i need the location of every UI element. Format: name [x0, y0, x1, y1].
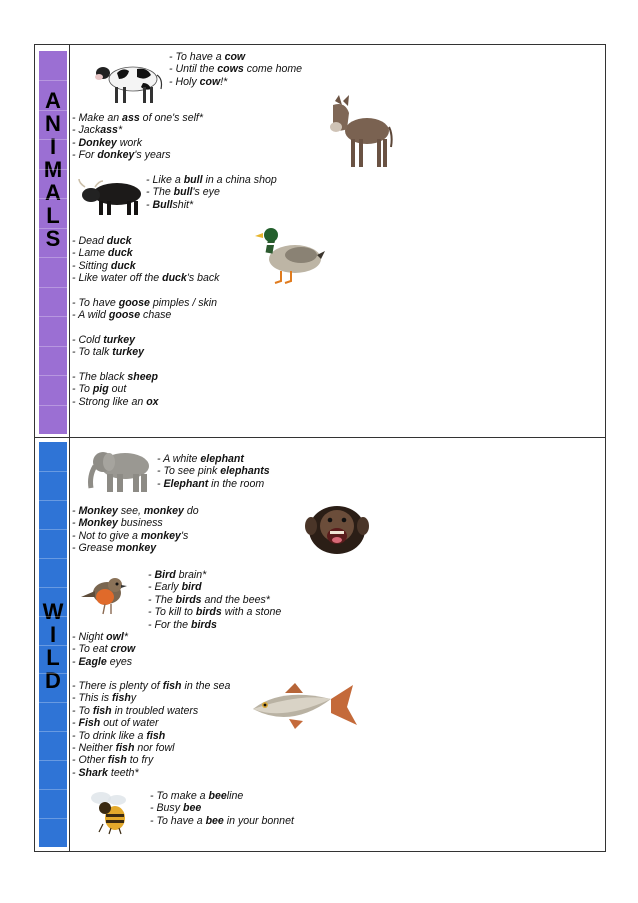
- idiom-line: [72, 247, 219, 259]
- idiom-keyword: duck: [162, 272, 187, 285]
- vertical-letter: I: [49, 134, 57, 159]
- idiom-text: - Grease: [72, 542, 117, 555]
- idiom-line: [72, 235, 219, 247]
- idiom-keyword: Fish: [78, 717, 101, 730]
- idiom-text: - Neither: [72, 742, 116, 755]
- idiom-text: - Not to give a: [72, 529, 141, 542]
- idiom-keyword: fish: [112, 692, 131, 705]
- idiom-keyword: monkey: [143, 505, 184, 517]
- idiom-line: [169, 51, 302, 63]
- idiom-line: [148, 606, 281, 618]
- idiom-keyword: elephant: [200, 453, 244, 465]
- idiom-line: [72, 309, 217, 321]
- idiom-text: - For: [72, 149, 98, 162]
- idiom-text: !*: [220, 75, 228, 88]
- idiom-keyword: Bird: [154, 569, 176, 581]
- idiom-line: [72, 742, 230, 754]
- idiom-keyword: fish: [115, 742, 135, 755]
- idiom-line: [72, 643, 135, 655]
- idiom-line: [148, 581, 281, 593]
- goose-idioms: [72, 297, 217, 322]
- idiom-text: -: [72, 517, 79, 530]
- idiom-text: - To: [72, 383, 93, 396]
- idiom-keyword: goose: [108, 309, 141, 322]
- idiom-keyword: Donkey: [78, 136, 117, 149]
- idiom-line: [72, 346, 144, 358]
- idiom-keyword: owl: [106, 631, 124, 643]
- misc-idioms: [72, 371, 159, 408]
- idiom-text: - The black: [72, 371, 128, 383]
- idiom-text: - To have a: [150, 814, 206, 827]
- idiom-text: - To see pink: [157, 465, 221, 478]
- idiom-text: eyes: [106, 655, 133, 668]
- idiom-text: - Like a: [146, 174, 184, 186]
- idiom-text: out: [108, 383, 127, 396]
- donkey-idioms: [72, 112, 203, 162]
- bull-idioms: [146, 174, 277, 211]
- idiom-line: [72, 334, 144, 346]
- bull-icon: [77, 177, 147, 217]
- idiom-keyword: duck: [107, 247, 133, 260]
- idiom-text: 's years: [134, 149, 171, 162]
- idiom-keyword: birds: [175, 593, 202, 606]
- idiom-text: - The: [146, 186, 174, 199]
- column-divider: [69, 45, 70, 851]
- idiom-text: - Night: [72, 631, 107, 643]
- vertical-letter: W: [42, 599, 64, 624]
- idiom-text: see,: [117, 505, 144, 517]
- idiom-line: [148, 594, 281, 606]
- idiom-keyword: donkey: [97, 149, 135, 162]
- idiom-text: do: [183, 505, 199, 517]
- idiom-text: 's: [180, 529, 189, 542]
- idiom-line: [72, 112, 203, 124]
- idiom-text: teeth*: [107, 766, 139, 779]
- idiom-keyword: Shark: [78, 766, 108, 779]
- idiom-keyword: Eagle: [78, 655, 107, 668]
- idiom-keyword: bee: [205, 814, 224, 827]
- idiom-text: - To kill to: [148, 606, 196, 619]
- idiom-line: [72, 396, 159, 408]
- vertical-letter: N: [45, 111, 61, 136]
- idiom-keyword: duck: [106, 235, 132, 247]
- idiom-text: -: [72, 505, 79, 517]
- idiom-text: - Make an: [72, 112, 123, 124]
- idioms-table: [34, 44, 606, 852]
- idiom-text: 's back: [186, 272, 220, 285]
- idiom-text: - Sitting: [72, 259, 111, 272]
- duck-idioms: [72, 235, 219, 285]
- idiom-keyword: monkey: [116, 542, 157, 555]
- idiom-line: [72, 631, 135, 643]
- idiom-keyword: ox: [146, 395, 159, 408]
- idiom-line: [148, 569, 281, 581]
- idiom-line: [72, 383, 159, 395]
- idiom-text: *: [123, 631, 128, 643]
- idiom-text: - This is: [72, 692, 113, 705]
- idiom-text: -: [72, 766, 79, 779]
- idiom-text: chase: [140, 309, 172, 322]
- idiom-text: -: [148, 569, 155, 581]
- idiom-line: [72, 124, 203, 136]
- idiom-keyword: fish: [162, 680, 182, 692]
- turkey-idioms: [72, 334, 144, 359]
- idiom-keyword: ass: [100, 124, 118, 137]
- idiom-text: in your bonnet: [223, 814, 294, 827]
- idiom-text: business: [117, 517, 163, 530]
- idiom-line: [169, 76, 302, 88]
- idiom-keyword: bee: [182, 802, 202, 815]
- idiom-text: shit*: [172, 198, 194, 211]
- bird-idioms: [148, 569, 281, 631]
- idiom-keyword: bull: [173, 186, 193, 199]
- idiom-text: -: [146, 198, 153, 211]
- idiom-text: - To drink like a: [72, 729, 147, 742]
- idiom-line: [72, 542, 199, 554]
- idiom-line: [72, 680, 230, 692]
- idiom-keyword: bull: [183, 174, 203, 186]
- idiom-text: out of water: [100, 717, 159, 730]
- idiom-keyword: pig: [92, 383, 109, 396]
- idiom-line: [157, 465, 270, 477]
- idiom-keyword: bird: [181, 581, 202, 594]
- idiom-text: - To make a: [150, 790, 209, 802]
- vertical-letter: M: [43, 157, 63, 182]
- idiom-keyword: monkey: [140, 529, 181, 542]
- chimpanzee-icon: [303, 500, 371, 554]
- idiom-line: [72, 705, 230, 717]
- cow-icon: [93, 55, 167, 107]
- idiom-text: - Cold: [72, 334, 104, 346]
- idiom-line: [148, 619, 281, 631]
- idiom-text: - A wild: [72, 309, 109, 322]
- idiom-line: [150, 790, 294, 802]
- idiom-keyword: sheep: [127, 371, 158, 383]
- idiom-keyword: bee: [208, 790, 227, 802]
- idiom-text: - To eat: [72, 643, 111, 656]
- idiom-text: in troubled waters: [111, 704, 199, 717]
- idiom-text: - The: [148, 593, 176, 606]
- idiom-text: 's eye: [192, 186, 220, 199]
- elephant-idioms: [157, 453, 270, 490]
- idiom-keyword: cows: [217, 63, 244, 76]
- idiom-line: [146, 199, 277, 211]
- idiom-text: - Other: [72, 754, 108, 767]
- idiom-keyword: fish: [92, 704, 112, 717]
- idiom-line: [72, 767, 230, 779]
- idiom-keyword: turkey: [103, 334, 135, 346]
- idiom-line: [72, 517, 199, 529]
- animals-section-band: [39, 51, 67, 434]
- idiom-text: and the bees*: [201, 593, 270, 606]
- idiom-line: [157, 478, 270, 490]
- band-cell: [39, 442, 67, 819]
- idiom-line: [72, 505, 199, 517]
- idiom-keyword: ass: [122, 112, 140, 124]
- idiom-text: - To have a: [169, 51, 225, 63]
- cow-idioms: [169, 51, 302, 88]
- idiom-line: [150, 815, 294, 827]
- idiom-text: brain*: [175, 569, 207, 581]
- vertical-letter: D: [45, 668, 61, 693]
- idiom-keyword: cow: [199, 75, 221, 88]
- vertical-letter: L: [46, 203, 60, 228]
- idiom-text: - To: [72, 704, 93, 717]
- idiom-text: nor fowl: [134, 742, 175, 755]
- section-divider: [35, 437, 605, 438]
- idiom-text: - Dead: [72, 235, 107, 247]
- vertical-letter: L: [46, 645, 60, 670]
- idiom-text: - Like water off the: [72, 272, 163, 285]
- idiom-keyword: birds: [195, 606, 222, 619]
- idiom-line: [146, 186, 277, 198]
- idiom-text: - To have: [72, 297, 119, 309]
- idiom-keyword: elephants: [220, 465, 270, 478]
- wild-section-band: [39, 442, 67, 847]
- vertical-letter: I: [49, 622, 57, 647]
- idiom-keyword: Elephant: [163, 477, 209, 490]
- idiom-text: in a china shop: [202, 174, 277, 186]
- idiom-line: [72, 297, 217, 309]
- idiom-keyword: Monkey: [78, 517, 118, 530]
- idiom-text: pimples / skin: [149, 297, 218, 309]
- idiom-text: come home: [243, 63, 303, 76]
- idiom-keyword: birds: [190, 618, 217, 631]
- idiom-line: [72, 692, 230, 704]
- band-cell: [39, 51, 67, 406]
- idiom-line: [72, 371, 159, 383]
- idiom-text: - Until the: [169, 63, 218, 76]
- idiom-line: [72, 149, 203, 161]
- idiom-line: [72, 754, 230, 766]
- donkey-icon: [325, 95, 395, 171]
- idiom-text: in the sea: [181, 680, 231, 692]
- idiom-text: - Lame: [72, 247, 108, 260]
- idiom-text: -: [72, 655, 79, 668]
- idiom-text: - Strong like an: [72, 395, 147, 408]
- idiom-line: [72, 730, 230, 742]
- fish-idioms: [72, 680, 230, 779]
- vertical-letter: S: [45, 226, 61, 251]
- idiom-line: [72, 272, 219, 284]
- bee-idioms: [150, 790, 294, 827]
- elephant-icon: [83, 448, 157, 494]
- idiom-line: [157, 453, 270, 465]
- idiom-keyword: fish: [107, 754, 127, 767]
- idiom-keyword: goose: [118, 297, 150, 309]
- idiom-text: to fry: [126, 754, 154, 767]
- idiom-text: line: [226, 790, 244, 802]
- idiom-keyword: Monkey: [78, 505, 118, 517]
- idiom-text: -: [72, 136, 79, 149]
- idiom-line: [150, 802, 294, 814]
- fish-icon: [249, 681, 369, 737]
- monkey-idioms: [72, 505, 199, 555]
- idiom-line: [72, 656, 135, 668]
- owl-idioms: [72, 631, 135, 668]
- idiom-line: [72, 530, 199, 542]
- idiom-text: y: [130, 692, 137, 705]
- idiom-text: work: [116, 136, 143, 149]
- idiom-text: with a stone: [221, 606, 282, 619]
- idiom-text: - Holy: [169, 75, 200, 88]
- idiom-line: [72, 717, 230, 729]
- robin-icon: [79, 573, 137, 617]
- idiom-text: -: [157, 477, 164, 490]
- vertical-letter: A: [45, 88, 61, 113]
- bee-icon: [87, 790, 135, 836]
- vertical-letter: A: [45, 180, 61, 205]
- idiom-keyword: cow: [224, 51, 246, 63]
- idiom-keyword: Bull: [152, 198, 173, 211]
- idiom-keyword: duck: [110, 259, 136, 272]
- idiom-text: -: [72, 717, 79, 730]
- idiom-text: - For the: [148, 618, 191, 631]
- idiom-text: - A white: [157, 453, 201, 465]
- idiom-line: [169, 63, 302, 75]
- idiom-keyword: fish: [146, 729, 166, 742]
- idiom-text: - Jack: [72, 124, 101, 137]
- duck-icon: [255, 225, 325, 285]
- idiom-text: - To talk: [72, 346, 113, 359]
- idiom-text: in the room: [208, 477, 265, 490]
- idiom-text: - There is plenty of: [72, 680, 163, 692]
- idiom-line: [146, 174, 277, 186]
- idiom-keyword: turkey: [112, 346, 145, 359]
- idiom-line: [72, 137, 203, 149]
- idiom-keyword: crow: [110, 643, 136, 656]
- idiom-text: *: [117, 124, 123, 137]
- idiom-line: [72, 260, 219, 272]
- idiom-text: - Early: [148, 581, 182, 594]
- idiom-text: of one's self*: [139, 112, 204, 124]
- idiom-text: - Busy: [150, 802, 183, 815]
